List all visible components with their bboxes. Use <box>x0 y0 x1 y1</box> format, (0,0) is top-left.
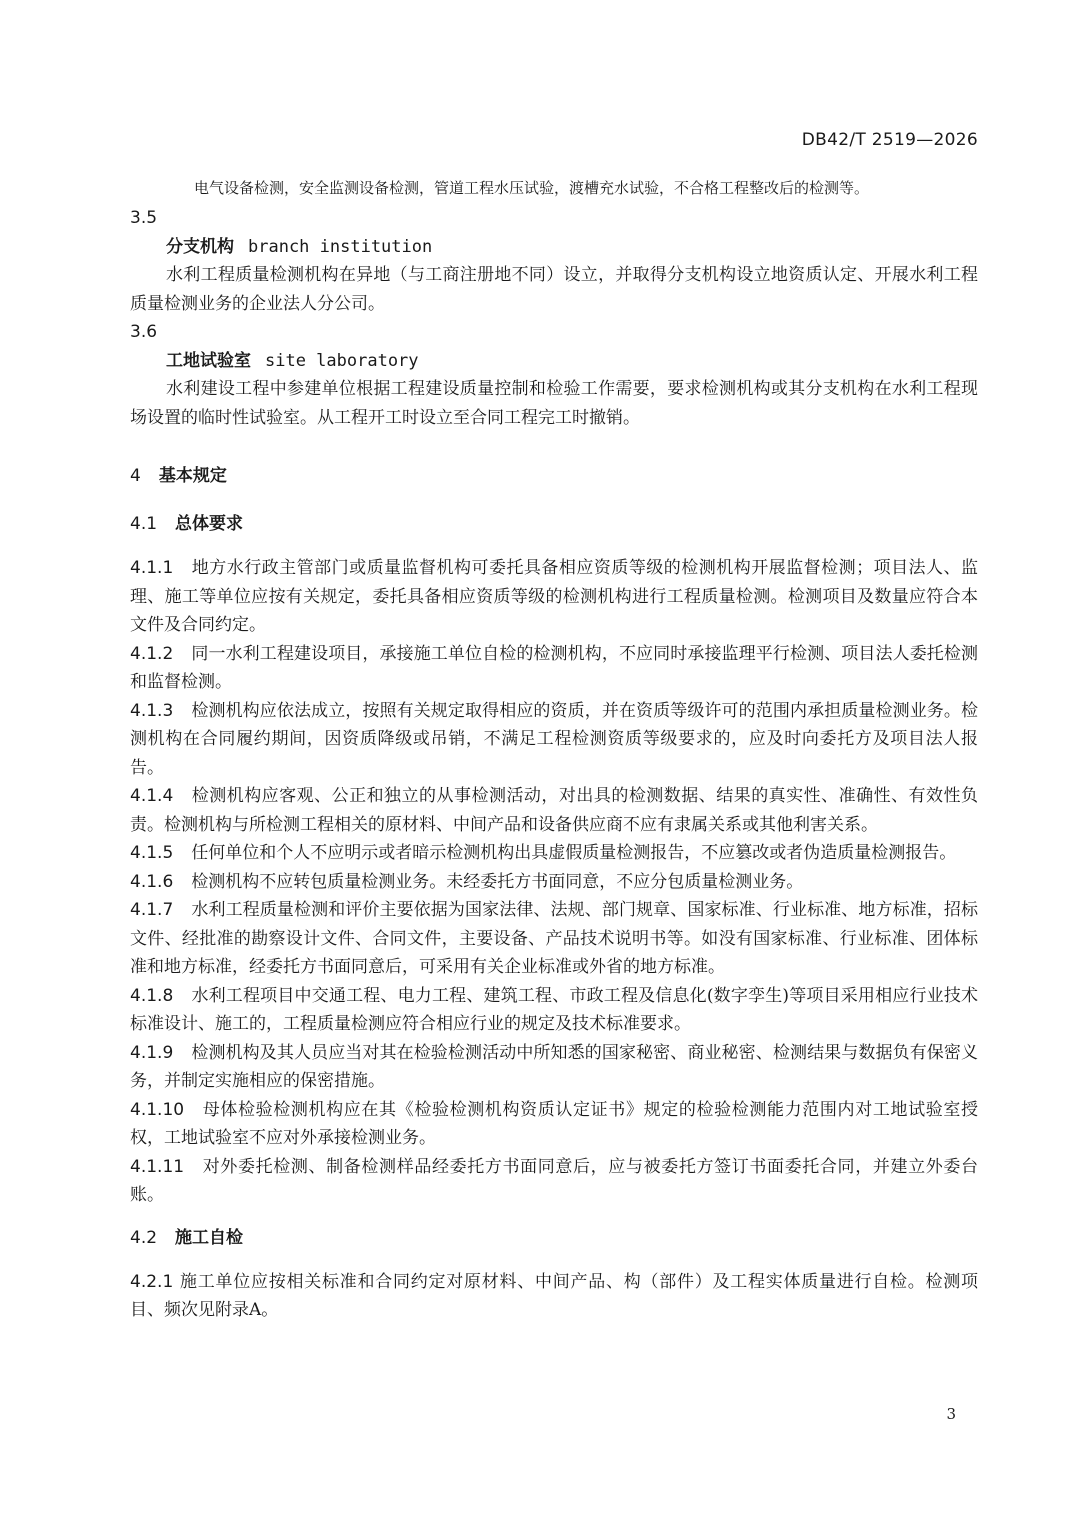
term-english: site laboratory <box>265 350 419 371</box>
clause-text: 检测机构应客观、公正和独立的从事检测活动，对出具的检测数据、结果的真实性、准确性、有效性负责。检测机构与所检测工程相关的原材料、中间产品和设备供应商不应有隶属关系或其他利害关系。 <box>130 786 978 835</box>
clause <box>130 640 978 697</box>
clause <box>130 1096 978 1153</box>
clause <box>130 868 978 897</box>
clause <box>130 896 978 982</box>
subsection-heading <box>130 510 978 538</box>
section-heading <box>130 462 978 490</box>
clause-number: 4.2.1 <box>130 1271 174 1292</box>
subsection-title: 总体要求 <box>175 514 244 534</box>
term-definition: 水利建设工程中参建单位根据工程建设质量控制和检验工作需要，要求检测机构或其分支机构在水利工程现场设置的临时性试验室。从工程开工时设立至合同工程完工时撤销。 <box>130 379 978 428</box>
clause-number: 4.1.9 <box>130 1042 174 1063</box>
clause-text: 检测机构应依法成立，按照有关规定取得相应的资质，并在资质等级许可的范围内承担质量检测业务。检测机构在合同履约期间，因资质降级或吊销，不满足工程检测资质等级要求的，应及时向委托方及项目法人报告。 <box>130 700 978 778</box>
clause <box>130 782 978 839</box>
term-number: 3.6 <box>130 322 158 342</box>
clause-number: 4.1.8 <box>130 985 174 1006</box>
subsection-number: 4.1 <box>130 514 158 534</box>
clause-number: 4.1.11 <box>130 1156 185 1177</box>
term-chinese: 工地试验室 <box>166 350 251 371</box>
clause-text: 施工单位应按相关标准和合同约定对原材料、中间产品、构（部件）及工程实体质量进行自检。检测项目、频次见附录A。 <box>130 1271 978 1320</box>
term-number: 3.5 <box>130 208 158 228</box>
clause <box>130 839 978 868</box>
clause-number: 4.1.6 <box>130 871 174 892</box>
clause <box>130 1153 978 1210</box>
term-chinese: 分支机构 <box>166 236 234 257</box>
page-number: 3 <box>946 1405 956 1423</box>
continued-text: 电气设备检测，安全监测设备检测，管道工程水压试验，渡槽充水试验，不合格工程整改后的检测等。 <box>194 179 870 197</box>
term-definition: 水利工程质量检测机构在异地（与工商注册地不同）设立，并取得分支机构设立地资质认定、开展水利工程质量检测业务的企业法人分公司。 <box>130 265 978 314</box>
clause-number: 4.1.1 <box>130 558 174 578</box>
clause-text: 地方水行政主管部门或质量监督机构可委托具备相应资质等级的检测机构开展监督检测；项目法人、监理、施工等单位应按有关规定，委托具备相应资质等级的检测机构进行工程质量检测。检测项目及数量应符合本文件及合同约定。 <box>130 558 978 635</box>
clause <box>130 1039 978 1096</box>
term-3-5 <box>130 204 978 318</box>
clause <box>130 554 978 640</box>
clause <box>130 1268 978 1325</box>
subsection-title: 施工自检 <box>175 1227 244 1248</box>
clause-number: 4.1.3 <box>130 700 174 721</box>
clause-number: 4.1.2 <box>130 643 174 664</box>
clause-text: 同一水利工程建设项目，承接施工单位自检的检测机构，不应同时承接监理平行检测、项目法人委托检测和监督检测。 <box>130 643 978 692</box>
document-body <box>130 174 978 1325</box>
subsection-number: 4.2 <box>130 1227 158 1248</box>
term-title <box>130 233 978 262</box>
clause-number: 4.1.5 <box>130 843 174 863</box>
clause-number: 4.1.7 <box>130 900 174 920</box>
subsection-heading <box>130 1224 978 1252</box>
term-english: branch institution <box>248 236 433 257</box>
standard-code: DB42/T 2519—2026 <box>801 130 978 150</box>
clause-text: 母体检验检测机构应在其《检验检测机构资质认定证书》规定的检验检测能力范围内对工地试验室授权，工地试验室不应对外承接检测业务。 <box>130 1099 978 1148</box>
term-title <box>130 347 978 376</box>
clause-text: 检测机构及其人员应当对其在检验检测活动中所知悉的国家秘密、商业秘密、检测结果与数据负有保密义务，并制定实施相应的保密措施。 <box>130 1042 978 1091</box>
clause-number: 4.1.4 <box>130 786 174 806</box>
clause <box>130 982 978 1039</box>
clause-text: 水利工程质量检测和评价主要依据为国家法律、法规、部门规章、国家标准、行业标准、地方标准，招标文件、经批准的勘察设计文件、合同文件，主要设备、产品技术说明书等。如没有国家标准、行业标准、团体标准和地方标准，经委托方书面同意后，可采用有关企业标准或外省的地方标准。 <box>130 900 978 977</box>
section-number: 4 <box>130 466 141 486</box>
clause-text: 对外委托检测、制备检测样品经委托方书面同意后，应与被委托方签订书面委托合同，并建立外委台账。 <box>130 1156 978 1205</box>
clause-text: 水利工程项目中交通工程、电力工程、建筑工程、市政工程及信息化(数字孪生)等项目采用相应行业技术标准设计、施工的，工程质量检测应符合相应行业的规定及技术标准要求。 <box>130 985 978 1034</box>
clause-number: 4.1.10 <box>130 1099 185 1120</box>
section-title: 基本规定 <box>158 466 227 486</box>
clause-text: 任何单位和个人不应明示或者暗示检测机构出具虚假质量检测报告，不应篡改或者伪造质量检测报告。 <box>191 843 957 863</box>
clause-text: 检测机构不应转包质量检测业务。未经委托方书面同意，不应分包质量检测业务。 <box>191 871 804 892</box>
term-3-6 <box>130 318 978 432</box>
clause <box>130 697 978 783</box>
